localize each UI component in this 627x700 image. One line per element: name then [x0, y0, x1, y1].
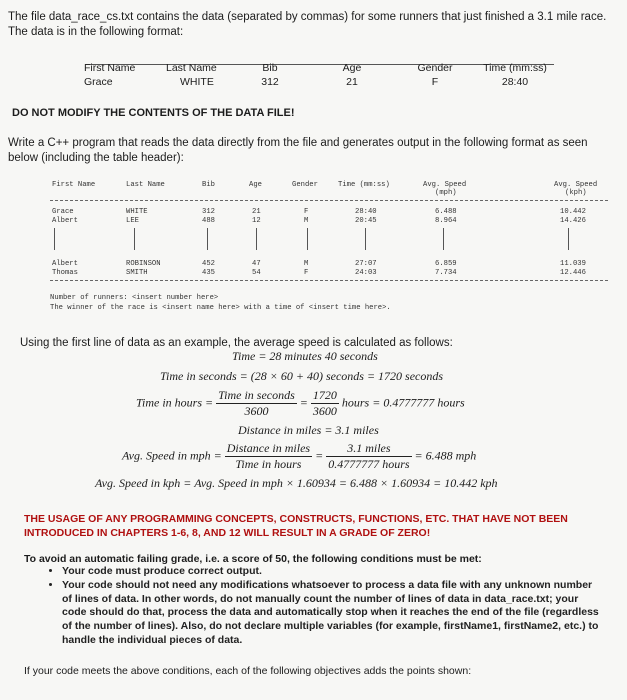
table-row-2-gender: M	[304, 260, 309, 268]
sample-header-kph-unit: (kph)	[565, 189, 587, 197]
runner-count-line: Number of runners: <insert number here>	[50, 294, 219, 302]
sample-header-gender: Gender	[292, 181, 318, 189]
hours-rhs: hours = 0.4777777 hours	[341, 395, 465, 410]
ellipsis-bar	[568, 228, 569, 250]
format-table	[70, 62, 560, 94]
sample-header-last-name: Last Name	[126, 181, 165, 189]
table-row-0-first: Grace	[52, 208, 74, 216]
format-cell-bib: 312	[261, 76, 279, 88]
format-cell-first-name: Grace	[84, 76, 113, 88]
hours-fraction-2-num: 1720	[312, 388, 337, 402]
table-row-0-last: WHITE	[126, 208, 148, 216]
math-line-mph	[122, 441, 476, 472]
mph-fraction-1-den: Time in hours	[235, 457, 302, 471]
ellipsis-bar	[54, 228, 55, 250]
task-paragraph: Write a C++ program that reads the data directly from the file and generates output in the following format as seen below (including the table header):	[8, 137, 588, 164]
sample-output	[38, 176, 616, 318]
hours-fraction-2-den: 3600	[312, 404, 337, 418]
do-not-modify-warning: DO NOT MODIFY THE CONTENTS OF THE DATA FILE!	[12, 107, 295, 119]
example-intro: Using the first line of data as an example, the average speed is calculated as follows:	[20, 337, 453, 349]
math-line-kph: Avg. Speed in kph = Avg. Speed in mph × 1.60934 = 6.488 × 1.60934 = 10.442 kph	[95, 476, 498, 490]
table-row-3-bib: 435	[202, 269, 215, 277]
format-header-first-name: First Name	[84, 62, 136, 74]
table-row-0-age: 21	[252, 208, 261, 216]
conditions-list	[42, 565, 604, 648]
mph-fraction-1	[225, 441, 312, 472]
winner-line: The winner of the race is <insert name here> with a time of <insert time here>.	[50, 304, 391, 312]
hours-lhs: Time in hours =	[136, 395, 214, 410]
table-row-3-first: Thomas	[52, 269, 78, 277]
usage-warning: THE USAGE OF ANY PROGRAMMING CONCEPTS, CONSTRUCTS, FUNCTIONS, ETC. THAT HAVE NOT BEEN INTRODUCED IN CHAPTERS 1-6, 8, AND 12 WILL RESULT IN A GRADE OF ZERO!	[24, 513, 568, 539]
format-cell-age: 21	[346, 76, 358, 88]
ellipsis-bar	[256, 228, 257, 250]
table-row-0-time: 28:40	[355, 208, 377, 216]
condition-item: • Your code must produce correct output.	[62, 565, 604, 579]
format-header-age: Age	[342, 62, 362, 74]
table-row-0-gender: F	[304, 208, 309, 216]
table-row-1-first: Albert	[52, 217, 78, 225]
table-row-2-first: Albert	[52, 260, 78, 268]
math-line-seconds: Time in seconds = (28 × 60 + 40) seconds = 1720 seconds	[160, 369, 444, 383]
format-header-bib: Bib	[262, 62, 278, 74]
hours-fraction-2	[311, 388, 339, 419]
math-line-hours	[136, 388, 465, 419]
conditions-intro: To avoid an automatic failing grade, i.e. a score of 50, the following conditions must be met:	[24, 553, 482, 565]
table-row-2-kph: 11.039	[560, 260, 586, 268]
table-row-1-age: 12	[252, 217, 261, 225]
table-row-1-last: LEE	[126, 217, 139, 225]
intro-paragraph: The file data_race_cs.txt contains the data (separated by commas) for some runners that just finished a 3.1 mile race. The data is in the following format:	[8, 11, 607, 38]
hours-equals: =	[299, 395, 308, 410]
mph-equals: =	[315, 448, 324, 463]
ellipsis-bar	[443, 228, 444, 250]
hours-fraction-1-num: Time in seconds	[218, 388, 295, 402]
table-row-1-mph: 8.964	[435, 217, 457, 225]
format-header-gender: Gender	[417, 62, 453, 74]
table-row-3-kph: 12.446	[560, 269, 586, 277]
sample-header-kph: Avg. Speed	[554, 181, 598, 189]
condition-item: • Your code should not need any modifications whatsoever to process a data file with any unknown number of lines of data. In other words, do not manually count the number of lines of data in data_race.txt; your code should do that, process the data and automatically stop when it reaches the end of the file (regardless of the number of lines). Also, do not declare multiple variables (for example, firstName1, firstName2, etc.) to handle the individual pieces of data.	[62, 579, 604, 648]
sample-header-rule	[50, 200, 608, 201]
ellipsis-bar	[207, 228, 208, 250]
ellipsis-bar	[365, 228, 366, 250]
format-header-last-name: Last Name	[166, 62, 217, 74]
table-row-2-mph: 6.859	[435, 260, 457, 268]
sample-header-first-name: First Name	[52, 181, 96, 189]
math-line-distance: Distance in miles = 3.1 miles	[238, 423, 379, 437]
table-row-3-time: 24:03	[355, 269, 377, 277]
table-row-2-bib: 452	[202, 260, 215, 268]
format-cell-gender: F	[431, 76, 439, 88]
format-cell-last-name: WHITE	[180, 76, 214, 88]
table-row-0-bib: 312	[202, 208, 215, 216]
table-row-3-gender: F	[304, 269, 309, 277]
sample-header-mph-unit: (mph)	[435, 189, 457, 197]
hours-fraction-1-den: 3600	[244, 404, 269, 418]
table-row-1-time: 20:45	[355, 217, 377, 225]
ellipsis-bar	[307, 228, 308, 250]
table-row-3-last: SMITH	[126, 269, 148, 277]
mph-fraction-2-num: 3.1 miles	[326, 441, 411, 457]
closing-line: If your code meets the above conditions, each of the following objectives adds the points shown:	[24, 665, 472, 677]
sample-header-mph: Avg. Speed	[423, 181, 467, 189]
mph-fraction-1-num: Distance in miles	[226, 441, 311, 455]
mph-fraction-2-den: 0.4777777 hours	[328, 457, 410, 471]
format-header-time: Time (mm:ss)	[483, 62, 547, 74]
format-cell-time: 28:40	[501, 76, 529, 88]
table-row-2-age: 47	[252, 260, 261, 268]
table-row-3-age: 54	[252, 269, 261, 277]
table-row-0-kph: 10.442	[560, 208, 586, 216]
sample-header-time: Time (mm:ss)	[338, 181, 390, 189]
sample-header-bib: Bib	[202, 181, 215, 189]
table-row-3-mph: 7.734	[435, 269, 457, 277]
ellipsis-bar	[134, 228, 135, 250]
table-row-1-bib: 488	[202, 217, 215, 225]
math-line-time: Time = 28 minutes 40 seconds	[232, 349, 378, 363]
hours-fraction-1	[216, 388, 297, 419]
mph-rhs: = 6.488 mph	[414, 448, 477, 463]
table-row-2-time: 27:07	[355, 260, 377, 268]
mph-lhs: Avg. Speed in mph =	[122, 448, 222, 463]
table-row-1-kph: 14.426	[560, 217, 586, 225]
table-row-1-gender: M	[304, 217, 309, 225]
sample-footer-rule	[50, 280, 608, 281]
mph-fraction-2	[326, 441, 411, 472]
table-row-0-mph: 6.488	[435, 208, 457, 216]
table-row-2-last: ROBINSON	[126, 260, 161, 268]
sample-header-age: Age	[249, 181, 262, 189]
